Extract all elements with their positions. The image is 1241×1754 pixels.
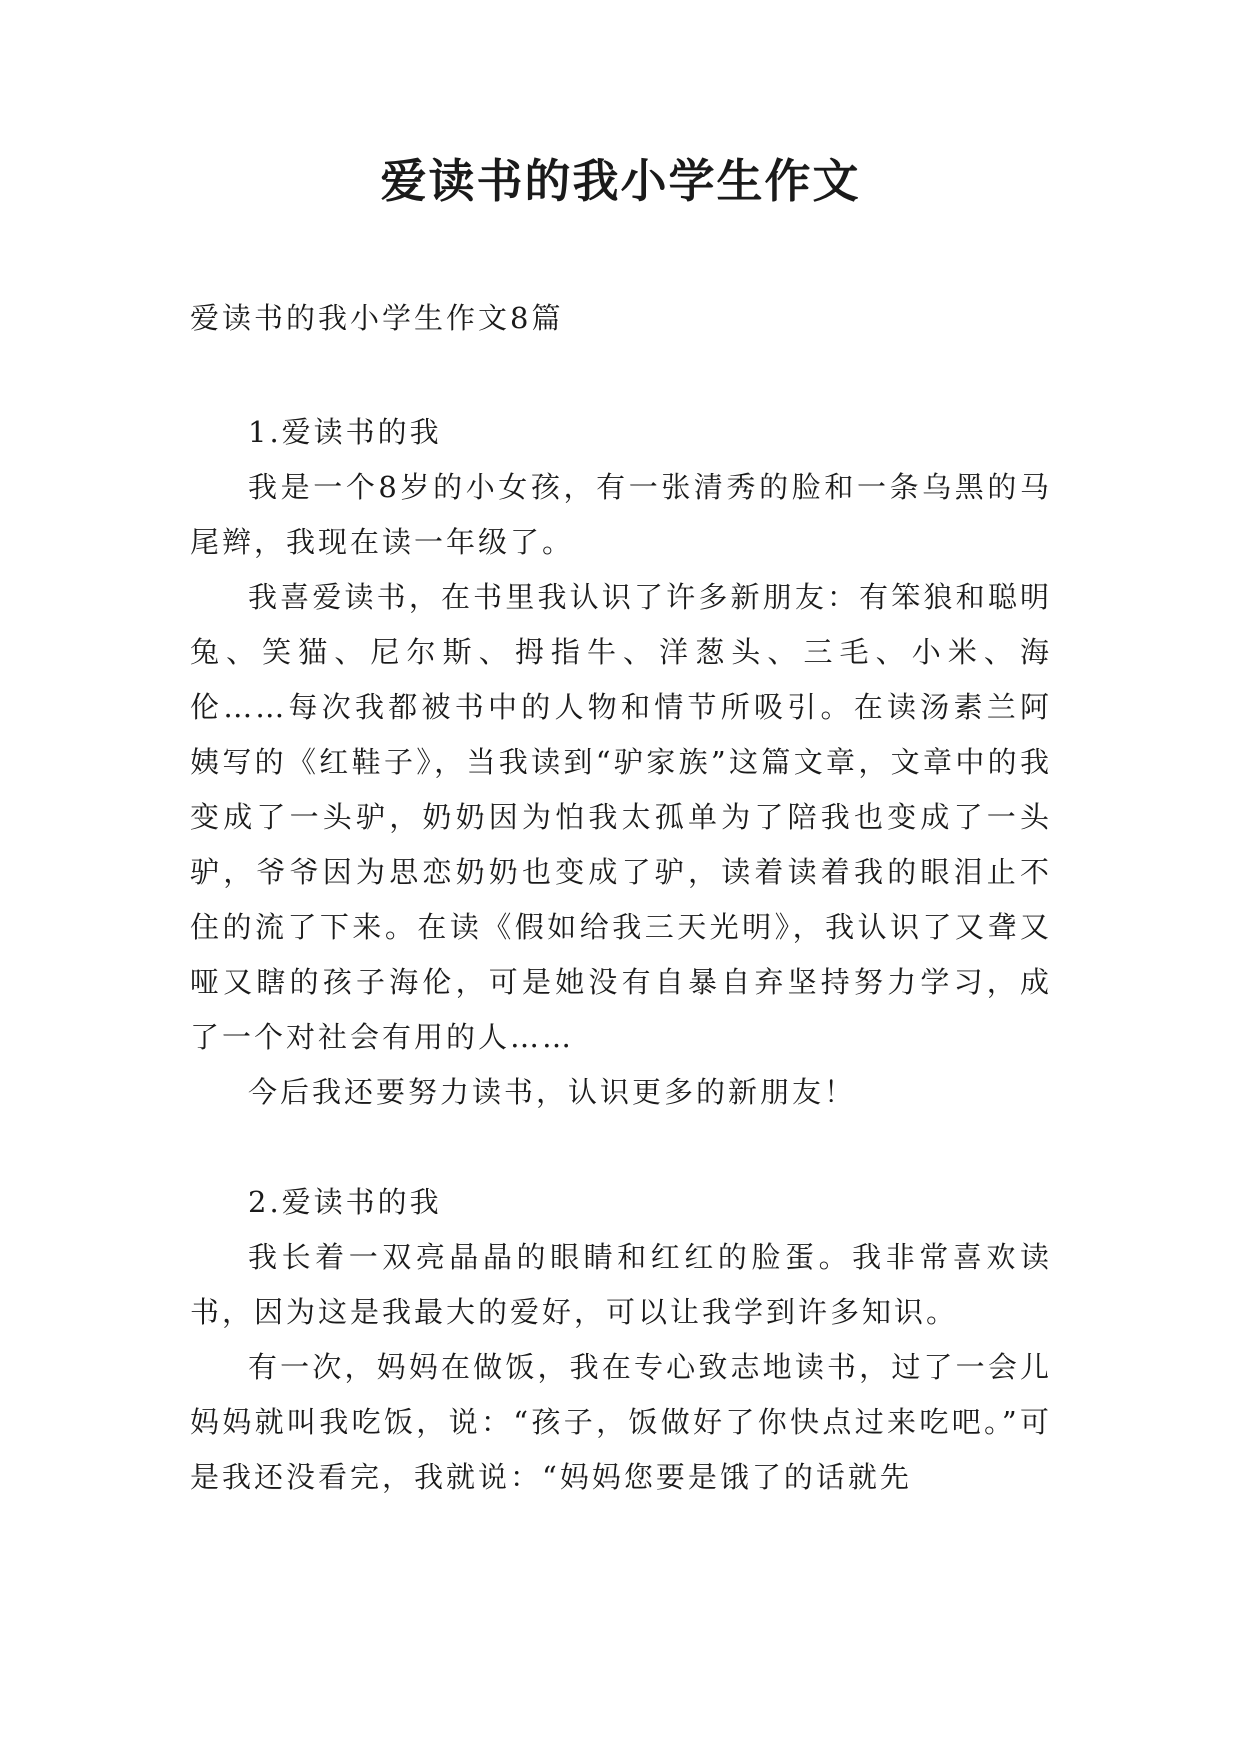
section-gap (190, 1120, 1052, 1175)
paragraph: 我喜爱读书，在书里我认识了许多新朋友：有笨狼和聪明兔、笑猫、尼尔斯、拇指牛、洋葱头、三毛、小米、海伦……每次我都被书中的人物和情节所吸引。在读汤素兰阿姨写的《红鞋子》，当我读到“驴家族”这篇文章，文章中的我变成了一头驴，奶奶因为怕我太孤单为了陪我也变成了一头驴，爷爷因为思恋奶奶也变成了驴，读着读着我的眼泪止不住的流了下来。在读《假如给我三天光明》，我认识了又聋又哑又瞎的孩子海伦，可是她没有自暴自弃坚持努力学习，成了一个对社会有用的人…… (190, 580, 1052, 1054)
section-heading-2: 2.爱读书的我 (248, 1185, 442, 1219)
paragraph: 今后我还要努力读书，认识更多的新朋友！ (248, 1075, 857, 1109)
paragraph: 我是一个8岁的小女孩，有一张清秀的脸和一条乌黑的马尾辫，我现在读一年级了。 (190, 470, 1052, 559)
document-title: 爱读书的我小学生作文 (380, 154, 861, 208)
document-body (190, 405, 1052, 1505)
paragraph: 有一次，妈妈在做饭，我在专心致志地读书，过了一会儿妈妈就叫我吃饭，说：“孩子，饭做好了你快点过来吃吧。”可是我还没看完，我就说：“妈妈您要是饿了的话就先 (190, 1350, 1052, 1494)
paragraph: 我长着一双亮晶晶的眼睛和红红的脸蛋。我非常喜欢读书，因为这是我最大的爱好，可以让我学到许多知识。 (190, 1240, 1052, 1329)
document-subtitle: 爱读书的我小学生作文8篇 (190, 301, 564, 335)
section-heading-1: 1.爱读书的我 (248, 415, 442, 449)
